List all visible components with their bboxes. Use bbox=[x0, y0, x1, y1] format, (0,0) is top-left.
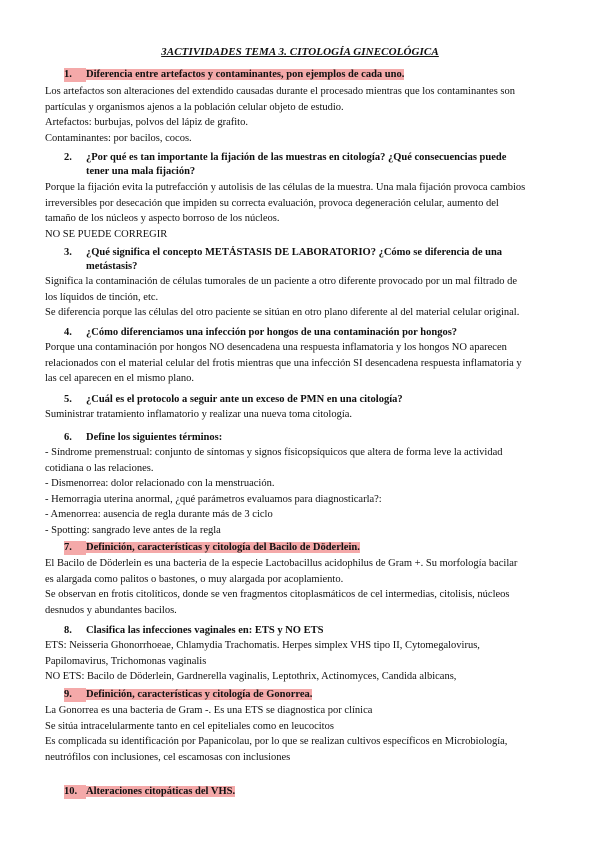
question-5-text: ¿Cuál es el protocolo a seguir ante un exceso de PMN en una citología? bbox=[86, 394, 403, 405]
question-10-heading bbox=[64, 785, 235, 799]
answer-line: neutrófilos con inclusiones, cel escamosas con inclusiones bbox=[45, 751, 291, 763]
question-1-heading bbox=[64, 68, 404, 82]
question-2-text: ¿Por qué es tan importante la fijación de las muestras en citología? ¿Qué consecuencias puede tener una mala fijación? bbox=[86, 152, 507, 177]
answer-4 bbox=[45, 340, 560, 387]
question-9-heading bbox=[64, 688, 312, 702]
answer-line: La Gonorrea es una bacteria de Gram -. Es una ETS se diagnostica por clínica bbox=[45, 705, 373, 716]
answer-line: irreversibles por desecación que impiden su correcta evaluación, provoca degeneración celular, aumento del bbox=[45, 197, 499, 209]
answer-line: los líquidos de tinción, etc. bbox=[45, 291, 159, 303]
answer-6 bbox=[45, 445, 560, 538]
question-8-text: Clasifica las infecciones vaginales en: ETS y NO ETS bbox=[86, 625, 324, 636]
question-4-heading bbox=[64, 326, 457, 340]
answer-line: Porque la fijación evita la putrefacción y autolisis de las células de la muestra. Una mala fijación provoca cambios bbox=[45, 182, 526, 193]
answer-9 bbox=[45, 703, 560, 765]
document-title: 3ACTIVIDADES TEMA 3. CITOLOGÍA GINECOLÓGICA bbox=[161, 46, 439, 58]
answer-line: ETS: Neisseria Ghonorrhoeae, Chlamydia Trachomatis. Herpes simplex VHS tipo II, Cytomegalovirus, bbox=[45, 640, 480, 651]
question-7-heading bbox=[64, 541, 360, 555]
answer-line: NO SE PUEDE CORREGIR bbox=[45, 228, 168, 240]
question-7-number: 7. bbox=[64, 541, 86, 555]
question-6-number: 6. bbox=[64, 432, 72, 443]
answer-8 bbox=[45, 638, 560, 685]
answer-1 bbox=[45, 84, 560, 146]
answer-line: - Spotting: sangrado leve antes de la regla bbox=[45, 524, 221, 536]
answer-line: cotidiana o las relaciones. bbox=[45, 462, 154, 474]
question-3-number: 3. bbox=[64, 247, 72, 258]
question-3-heading bbox=[64, 246, 534, 274]
question-8-heading bbox=[64, 624, 323, 638]
question-9-text: Definición, características y citología de Gonorrea. bbox=[86, 689, 313, 700]
answer-line: es alargada como palitos o bastones, o muy alargada por acoplamiento. bbox=[45, 573, 344, 585]
question-2-number: 2. bbox=[64, 152, 72, 163]
question-1-text: Diferencia entre artefactos y contaminantes, pon ejemplos de cada uno. bbox=[86, 69, 405, 80]
question-8-number: 8. bbox=[64, 625, 72, 636]
question-1-number: 1. bbox=[64, 68, 86, 82]
answer-line: Artefactos: burbujas, polvos del lápiz de grafito. bbox=[45, 117, 248, 128]
question-6-heading bbox=[64, 431, 222, 445]
question-10-number: 10. bbox=[64, 785, 86, 799]
answer-line: Los artefactos son alteraciones del extendido causadas durante el procesado mientras que los contaminantes son bbox=[45, 86, 516, 97]
answer-line: Porque una contaminación por hongos NO desencadena una respuesta inflamatoria y los hongos NO aparecen bbox=[45, 342, 507, 353]
question-4-text: ¿Cómo diferenciamos una infección por hongos de una contaminación por hongos? bbox=[86, 327, 458, 338]
question-3-text: ¿Qué significa el concepto METÁSTASIS DE LABORATORIO? ¿Cómo se diferencia de una metástasis? bbox=[86, 247, 503, 272]
answer-line: - Dismenorrea: dolor relacionado con la menstruación. bbox=[45, 478, 275, 489]
question-9-number: 9. bbox=[64, 688, 86, 702]
answer-line: El Bacilo de Döderlein es una bacteria de la especie Lactobacillus acidophilus de Gram +. Su morfología bacilar bbox=[45, 558, 518, 569]
answer-line: Contaminantes: por bacilos, cocos. bbox=[45, 132, 192, 144]
answer-line: Se diferencia porque las células del otro paciente se sitúan en otro plano diferente al del material celular original. bbox=[45, 307, 520, 318]
question-10-text: Alteraciones citopáticas del VHS. bbox=[86, 786, 236, 797]
answer-line: relacionados con el material celular del frotis mientras que una infección SI desencadena respuesta inflamatoria y bbox=[45, 357, 522, 369]
answer-line: Significa la contaminación de células tumorales de un paciente a otro diferente provocado por un mal filtrado de bbox=[45, 276, 518, 287]
answer-line: - Amenorrea: ausencia de regla durante más de 3 ciclo bbox=[45, 509, 273, 520]
answer-line: Suministrar tratamiento inflamatorio y realizar una nueva toma citología. bbox=[45, 409, 353, 420]
question-5-number: 5. bbox=[64, 394, 72, 405]
answer-5 bbox=[45, 407, 560, 423]
answer-2 bbox=[45, 180, 560, 242]
answer-line: las cel aparecen en el mismo plano. bbox=[45, 373, 194, 384]
answer-line: tamaño de los núcleos y aspecto borroso de los núcleos. bbox=[45, 213, 280, 224]
answer-line: NO ETS: Bacilo de Döderlein, Gardnerella vaginalis, Leptothrix, Actinomyces, Candida albicans, bbox=[45, 671, 457, 682]
question-2-heading bbox=[64, 151, 534, 179]
question-7-text: Definición, características y citología del Bacilo de Döderlein. bbox=[86, 542, 360, 553]
question-4-number: 4. bbox=[64, 327, 72, 338]
answer-line: - Hemorragia uterina anormal, ¿qué parámetros evaluamos para diagnosticarla?: bbox=[45, 493, 382, 505]
answer-line: Se observan en frotis citolíticos, donde se ven fragmentos citoplasmáticos de cel intermedias, citolisis, núcleos bbox=[45, 589, 510, 600]
answer-line: Se sitúa intracelularmente tanto en cel epiteliales como en leucocitos bbox=[45, 720, 334, 732]
question-6-text: Define los siguientes términos: bbox=[86, 432, 223, 443]
answer-line: desnudos y abundantes bacilos. bbox=[45, 604, 177, 616]
question-5-heading bbox=[64, 393, 403, 407]
answer-7 bbox=[45, 556, 560, 618]
answer-3 bbox=[45, 274, 560, 321]
answer-line: - Síndrome premenstrual: conjunto de síntomas y signos físicopsíquicos que altera de forma leve la actividad bbox=[45, 447, 503, 458]
answer-line: Papilomavirus, Trichomonas vaginalis bbox=[45, 655, 207, 667]
answer-line: partículas y organismos ajenos a la población celular objeto de estudio. bbox=[45, 101, 344, 113]
answer-line: Es complicada su identificación por Papanicolau, por lo que se realizan cultivos específicos en Microbiología, bbox=[45, 736, 508, 747]
